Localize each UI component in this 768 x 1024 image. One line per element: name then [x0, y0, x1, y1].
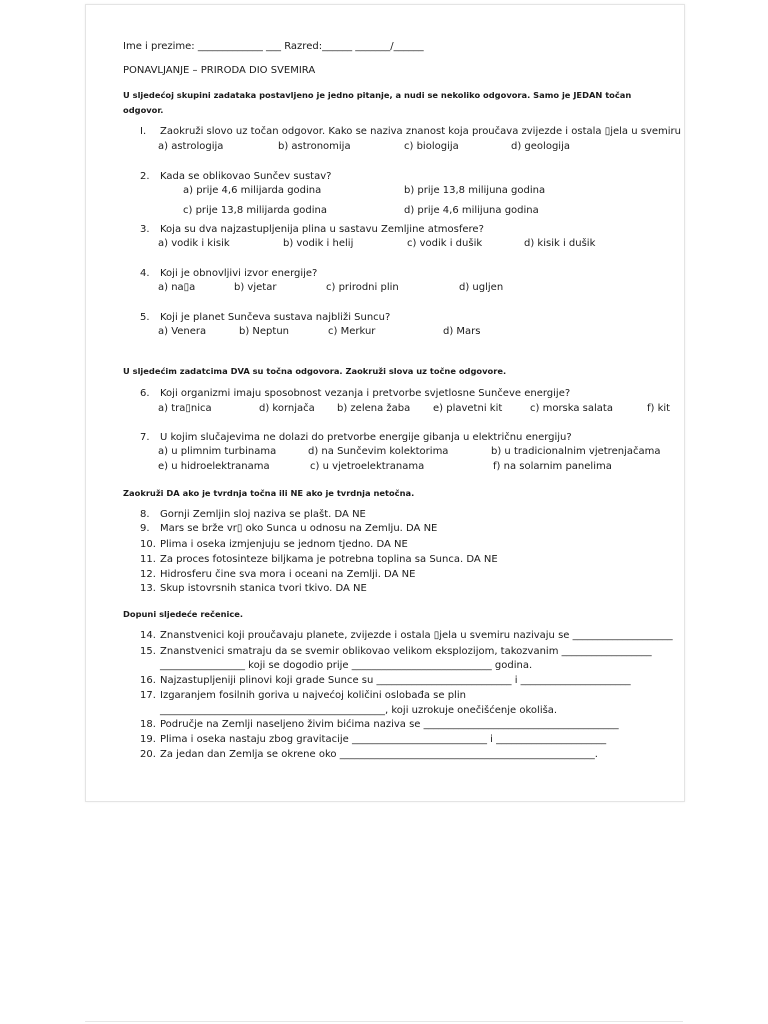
question-number: 4. [140, 268, 150, 279]
fill-in-15-cont: _________________ koji se dogodio prije ____________________________ godina. [160, 660, 533, 671]
worksheet-page [85, 4, 685, 802]
q6-option-a: a) tra▯nica [158, 403, 212, 414]
statement-8: Gornji Zemljin sloj naziva se plašt. DA NE [160, 509, 366, 520]
statement-10: Plima i oseka izmjenjuju se jednom tjedno. DA NE [160, 539, 408, 550]
q3-option-a: a) vodik i kisik [158, 238, 230, 249]
q5-option-a: a) Venera [158, 326, 207, 337]
q7-option-e: e) u hidroelektranama [158, 461, 270, 472]
q1-option-b: b) astronomija [278, 141, 351, 152]
q5-option-d: d) Mars [443, 326, 481, 337]
q6-option-d: d) kornjača [259, 403, 315, 414]
question-number: 18. [140, 719, 156, 730]
q6-option-b: b) zelena žaba [337, 403, 411, 414]
q4-option-a: a) na▯a [158, 282, 196, 293]
question-number: 15. [140, 646, 156, 657]
question-number: 5. [140, 312, 150, 323]
question-number: 6. [140, 388, 150, 399]
q2-option-a: a) prije 4,6 milijarda godina [183, 185, 322, 196]
worksheet-title: PONAVLJANJE – PRIRODA DIO SVEMIRA [123, 65, 316, 76]
q7-option-f: f) na solarnim panelima [493, 461, 612, 472]
question-number: 7. [140, 432, 150, 443]
q3-option-d: d) kisik i dušik [524, 238, 596, 249]
q6-option-f: f) kit [647, 403, 671, 414]
section3-instruction: Zaokruži DA ako je tvrdnja točna ili NE ako je tvrdnja netočna. [123, 488, 415, 498]
statement-13: Skup istovrsnih stanica tvori tkivo. DA NE [160, 583, 367, 594]
question-number: 11. [140, 554, 156, 565]
q7-option-d: d) na Sunčevim kolektorima [308, 446, 449, 457]
section1-instruction-cont: odgovor. [123, 105, 164, 115]
question-number: 2. [140, 171, 150, 182]
q7-option-b: b) u tradicionalnim vjetrenjačama [491, 446, 661, 457]
q4-option-b: b) vjetar [234, 282, 277, 293]
q2-option-c: c) prije 13,8 milijarda godina [183, 205, 327, 216]
fill-in-17-cont: _____________________________________________, koji uzrokuje onečišćenje okoliša. [160, 705, 558, 716]
q6-option-e: e) plavetni kit [433, 403, 503, 414]
fill-in-15: Znanstvenici smatraju da se svemir oblikovao velikom eksplozijom, takozvanim __________________ [160, 646, 652, 657]
question-3-text: Koja su dva najzastupljenija plina u sastavu Zemljine atmosfere? [160, 224, 484, 235]
question-number: 13. [140, 583, 156, 594]
question-number: I. [140, 126, 147, 137]
question-number: 16. [140, 675, 156, 686]
statement-11: Za proces fotosinteze biljkama je potrebna toplina sa Sunca. DA NE [160, 554, 498, 565]
q3-option-c: c) vodik i dušik [407, 238, 483, 249]
fill-in-20: Za jedan dan Zemlja se okrene oko ___________________________________________________. [160, 749, 598, 760]
q5-option-b: b) Neptun [239, 326, 290, 337]
question-number: 12. [140, 569, 156, 580]
q7-option-a: a) u plimnim turbinama [158, 446, 277, 457]
next-page-edge [85, 1021, 683, 1022]
section1-instruction: U sljedećoj skupini zadataka postavljeno je jedno pitanje, a nudi se nekoliko odgovora. Samo je JEDAN točan [123, 90, 632, 100]
q5-option-c: c) Merkur [328, 326, 376, 337]
q2-option-d: d) prije 4,6 milijuna godina [404, 205, 539, 216]
q4-option-d: d) ugljen [459, 282, 504, 293]
section2-instruction: U sljedećim zadatcima DVA su točna odgovora. Zaokruži slova uz točne odgovore. [123, 366, 507, 376]
q1-option-a: a) astrologija [158, 141, 224, 152]
q1-option-c: c) biologija [404, 141, 459, 152]
question-number: 10. [140, 539, 156, 550]
question-2-text: Kada se oblikovao Sunčev sustav? [160, 171, 332, 182]
question-number: 20. [140, 749, 156, 760]
question-6-text: Koji organizmi imaju sposobnost vezanja i pretvorbe svjetlosne Sunčeve energije? [160, 388, 571, 399]
q4-option-c: c) prirodni plin [326, 282, 399, 293]
question-number: 19. [140, 734, 156, 745]
question-5-text: Koji je planet Sunčeva sustava najbliži Suncu? [160, 312, 391, 323]
q3-option-b: b) vodik i helij [283, 238, 354, 249]
question-number: 17. [140, 690, 156, 701]
question-4-text: Koji je obnovljivi izvor energije? [160, 268, 318, 279]
fill-in-14: Znanstvenici koji proučavaju planete, zvijezde i ostala ▯jela u svemiru nazivaju se ____________________ [160, 630, 673, 641]
q7-option-c: c) u vjetroelektranama [310, 461, 425, 472]
statement-9: Mars se brže vr▯ oko Sunca u odnosu na Zemlju. DA NE [160, 523, 438, 534]
question-7-text: U kojim slučajevima ne dolazi do pretvorbe energije gibanja u električnu energiju? [160, 432, 572, 443]
fill-in-18: Područje na Zemlji naseljeno živim bićima naziva se _______________________________________ [160, 719, 619, 730]
name-class-line: Ime i prezime: _____________ ___ Razred:______ _______/______ [123, 41, 424, 52]
fill-in-16: Najzastupljeniji plinovi koji grade Sunce su ___________________________ i ______________________ [160, 675, 631, 686]
fill-in-17: Izgaranjem fosilnih goriva u najvećoj količini oslobađa se plin [160, 690, 466, 701]
q2-option-b: b) prije 13,8 milijuna godina [404, 185, 546, 196]
q6-option-c: c) morska salata [530, 403, 613, 414]
question-number: 3. [140, 224, 150, 235]
fill-in-19: Plima i oseka nastaju zbog gravitacije ___________________________ i ______________________ [160, 734, 607, 745]
question-number: 14. [140, 630, 156, 641]
section4-instruction: Dopuni sljedeće rečenice. [123, 609, 244, 619]
question-number: 9. [140, 523, 150, 534]
question-1-text: Zaokruži slovo uz točan odgovor. Kako se naziva znanost koja proučava zvijezde i ostala ▯jela u svemiru [160, 126, 682, 137]
q1-option-d: d) geologija [511, 141, 570, 152]
statement-12: Hidrosferu čine sva mora i oceani na Zemlji. DA NE [160, 569, 416, 580]
question-number: 8. [140, 509, 150, 520]
